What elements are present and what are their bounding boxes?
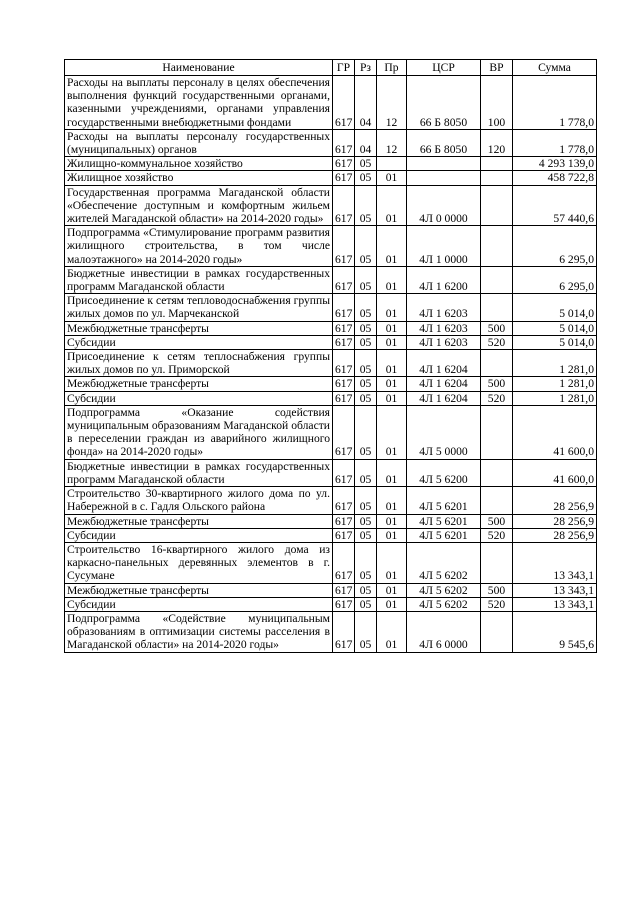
row-gr: 617 (333, 157, 355, 171)
row-sum: 1 281,0 (513, 391, 597, 405)
row-rz: 05 (355, 157, 377, 171)
row-csr: 4Л 5 6202 (407, 542, 481, 583)
row-pr: 01 (377, 294, 407, 321)
document-page (64, 59, 596, 653)
row-gr: 617 (333, 266, 355, 293)
table-row (65, 321, 597, 335)
row-pr: 01 (377, 459, 407, 486)
row-csr: 66 Б 8050 (407, 76, 481, 130)
row-vr (481, 266, 513, 293)
row-vr (481, 171, 513, 185)
table-row (65, 294, 597, 321)
row-sum: 6 295,0 (513, 226, 597, 267)
row-gr: 617 (333, 405, 355, 459)
row-csr: 4Л 1 0000 (407, 226, 481, 267)
row-rz: 05 (355, 514, 377, 528)
row-sum: 57 440,6 (513, 185, 597, 226)
header-pr: Пр (377, 60, 407, 76)
row-rz: 05 (355, 266, 377, 293)
row-name: Жилищное хозяйство (65, 171, 333, 185)
row-pr: 01 (377, 226, 407, 267)
row-vr: 520 (481, 335, 513, 349)
row-rz: 05 (355, 583, 377, 597)
row-name: Строительство 30-квартирного жилого дома по ул. Набережной в с. Гадля Ольского района (65, 487, 333, 514)
row-sum: 13 343,1 (513, 542, 597, 583)
row-sum: 1 281,0 (513, 377, 597, 391)
row-vr (481, 226, 513, 267)
row-csr: 4Л 5 6202 (407, 583, 481, 597)
header-gr: ГР (333, 60, 355, 76)
table-row (65, 76, 597, 130)
table-row (65, 391, 597, 405)
row-rz: 05 (355, 542, 377, 583)
table-row (65, 542, 597, 583)
row-csr: 4Л 1 6200 (407, 266, 481, 293)
row-csr: 4Л 1 6204 (407, 377, 481, 391)
table-header-row (65, 60, 597, 76)
row-csr: 4Л 1 6204 (407, 350, 481, 377)
row-csr: 4Л 5 0000 (407, 405, 481, 459)
row-vr: 520 (481, 391, 513, 405)
row-sum: 1 778,0 (513, 76, 597, 130)
row-name: Расходы на выплаты персоналу в целях обеспечения выполнения функций государственными органами, казенными учреждениями, органами управления государственными внебюджетными фондами (65, 76, 333, 130)
row-gr: 617 (333, 129, 355, 156)
row-name: Субсидии (65, 391, 333, 405)
table-row (65, 171, 597, 185)
row-rz: 04 (355, 76, 377, 130)
table-row (65, 226, 597, 267)
row-rz: 05 (355, 377, 377, 391)
table-row (65, 185, 597, 226)
table-row (65, 350, 597, 377)
row-pr: 01 (377, 377, 407, 391)
row-vr (481, 294, 513, 321)
row-csr (407, 157, 481, 171)
row-csr: 4Л 5 6201 (407, 514, 481, 528)
table-row (65, 459, 597, 486)
row-gr: 617 (333, 377, 355, 391)
header-csr: ЦСР (407, 60, 481, 76)
row-csr: 66 Б 8050 (407, 129, 481, 156)
row-name: Расходы на выплаты персоналу государственных (муниципальных) органов (65, 129, 333, 156)
row-sum: 1 778,0 (513, 129, 597, 156)
row-name: Бюджетные инвестиции в рамках государственных программ Магаданской области (65, 459, 333, 486)
row-pr: 01 (377, 597, 407, 611)
row-name: Бюджетные инвестиции в рамках государственных программ Магаданской области (65, 266, 333, 293)
header-vr: ВР (481, 60, 513, 76)
row-vr (481, 459, 513, 486)
row-sum: 5 014,0 (513, 294, 597, 321)
row-pr: 01 (377, 528, 407, 542)
row-gr: 617 (333, 597, 355, 611)
row-pr: 01 (377, 405, 407, 459)
row-pr: 01 (377, 611, 407, 652)
row-sum: 13 343,1 (513, 597, 597, 611)
row-name: Подпрограмма «Оказание содействия муниципальным образованиям Магаданской области в переселении граждан из аварийного жилищного фонда» на 2014-2020 годы» (65, 405, 333, 459)
table-row (65, 514, 597, 528)
row-name: Субсидии (65, 528, 333, 542)
row-rz: 04 (355, 129, 377, 156)
row-sum: 28 256,9 (513, 514, 597, 528)
row-sum: 9 545,6 (513, 611, 597, 652)
row-name: Подпрограмма «Содействие муниципальным образованиям в оптимизации системы расселения в Магаданской области» на 2014-2020 годы» (65, 611, 333, 652)
row-sum: 1 281,0 (513, 350, 597, 377)
row-vr: 500 (481, 321, 513, 335)
header-sum: Сумма (513, 60, 597, 76)
row-sum: 458 722,8 (513, 171, 597, 185)
table-row (65, 611, 597, 652)
row-vr: 500 (481, 514, 513, 528)
table-row (65, 157, 597, 171)
table-row (65, 487, 597, 514)
row-vr: 120 (481, 129, 513, 156)
row-name: Государственная программа Магаданской области «Обеспечение доступным и комфортным жильем жителей Магаданской области» на 2014-2020 годы» (65, 185, 333, 226)
row-sum: 5 014,0 (513, 335, 597, 349)
row-gr: 617 (333, 459, 355, 486)
row-rz: 05 (355, 226, 377, 267)
header-name: Наименование (65, 60, 333, 76)
row-gr: 617 (333, 350, 355, 377)
table-row (65, 266, 597, 293)
row-gr: 617 (333, 321, 355, 335)
table-row (65, 405, 597, 459)
header-rz: Рз (355, 60, 377, 76)
row-pr: 12 (377, 129, 407, 156)
row-pr: 01 (377, 487, 407, 514)
row-sum: 6 295,0 (513, 266, 597, 293)
row-csr: 4Л 5 6201 (407, 487, 481, 514)
row-gr: 617 (333, 171, 355, 185)
row-csr: 4Л 1 6203 (407, 335, 481, 349)
row-vr: 500 (481, 377, 513, 391)
row-pr: 01 (377, 321, 407, 335)
row-rz: 05 (355, 459, 377, 486)
row-vr: 500 (481, 583, 513, 597)
row-name: Межбюджетные трансферты (65, 321, 333, 335)
row-name: Субсидии (65, 335, 333, 349)
row-rz: 05 (355, 597, 377, 611)
row-vr (481, 611, 513, 652)
row-rz: 05 (355, 185, 377, 226)
row-name: Межбюджетные трансферты (65, 583, 333, 597)
row-name: Межбюджетные трансферты (65, 514, 333, 528)
row-sum: 41 600,0 (513, 459, 597, 486)
row-csr: 4Л 6 0000 (407, 611, 481, 652)
row-gr: 617 (333, 611, 355, 652)
table-row (65, 335, 597, 349)
row-gr: 617 (333, 583, 355, 597)
row-rz: 05 (355, 391, 377, 405)
row-rz: 05 (355, 611, 377, 652)
row-name: Межбюджетные трансферты (65, 377, 333, 391)
row-rz: 05 (355, 528, 377, 542)
row-pr: 01 (377, 542, 407, 583)
row-pr: 01 (377, 583, 407, 597)
row-pr: 01 (377, 514, 407, 528)
row-pr: 12 (377, 76, 407, 130)
row-sum: 4 293 139,0 (513, 157, 597, 171)
table-row (65, 597, 597, 611)
row-vr (481, 157, 513, 171)
budget-table (64, 59, 597, 653)
row-rz: 05 (355, 487, 377, 514)
row-gr: 617 (333, 391, 355, 405)
row-csr: 4Л 5 6201 (407, 528, 481, 542)
row-gr: 617 (333, 185, 355, 226)
row-csr: 4Л 1 6203 (407, 294, 481, 321)
row-vr (481, 185, 513, 226)
row-name: Подпрограмма «Стимулирование программ развития жилищного строительства, в том числе малоэтажного» на 2014-2020 годы» (65, 226, 333, 267)
row-gr: 617 (333, 294, 355, 321)
row-pr: 01 (377, 171, 407, 185)
row-gr: 617 (333, 514, 355, 528)
row-sum: 41 600,0 (513, 405, 597, 459)
row-vr: 520 (481, 528, 513, 542)
row-pr: 01 (377, 185, 407, 226)
row-sum: 28 256,9 (513, 487, 597, 514)
row-vr: 100 (481, 76, 513, 130)
row-gr: 617 (333, 76, 355, 130)
row-sum: 28 256,9 (513, 528, 597, 542)
row-name: Субсидии (65, 597, 333, 611)
row-vr (481, 350, 513, 377)
table-row (65, 129, 597, 156)
row-pr (377, 157, 407, 171)
row-pr: 01 (377, 391, 407, 405)
row-csr: 4Л 1 6203 (407, 321, 481, 335)
row-vr (481, 405, 513, 459)
row-name: Строительство 16-квартирного жилого дома из каркасно-панельных деревянных элементов в г. Сусумане (65, 542, 333, 583)
row-vr (481, 542, 513, 583)
row-gr: 617 (333, 335, 355, 349)
row-gr: 617 (333, 487, 355, 514)
row-csr: 4Л 5 6202 (407, 597, 481, 611)
row-rz: 05 (355, 350, 377, 377)
row-name: Жилищно-коммунальное хозяйство (65, 157, 333, 171)
row-csr: 4Л 0 0000 (407, 185, 481, 226)
row-rz: 05 (355, 171, 377, 185)
row-vr: 520 (481, 597, 513, 611)
row-sum: 5 014,0 (513, 321, 597, 335)
row-rz: 05 (355, 335, 377, 349)
row-pr: 01 (377, 350, 407, 377)
row-rz: 05 (355, 405, 377, 459)
row-name: Присоединение к сетям теплоснабжения группы жилых домов по ул. Приморской (65, 350, 333, 377)
row-pr: 01 (377, 266, 407, 293)
table-row (65, 583, 597, 597)
row-vr (481, 487, 513, 514)
row-pr: 01 (377, 335, 407, 349)
row-gr: 617 (333, 542, 355, 583)
table-body (65, 76, 597, 653)
table-row (65, 528, 597, 542)
row-rz: 05 (355, 294, 377, 321)
row-csr: 4Л 1 6204 (407, 391, 481, 405)
table-row (65, 377, 597, 391)
row-gr: 617 (333, 226, 355, 267)
row-sum: 13 343,1 (513, 583, 597, 597)
row-rz: 05 (355, 321, 377, 335)
row-csr: 4Л 5 6200 (407, 459, 481, 486)
row-name: Присоединение к сетям тепловодоснабжения группы жилых домов по ул. Марчеканской (65, 294, 333, 321)
row-gr: 617 (333, 528, 355, 542)
row-csr (407, 171, 481, 185)
